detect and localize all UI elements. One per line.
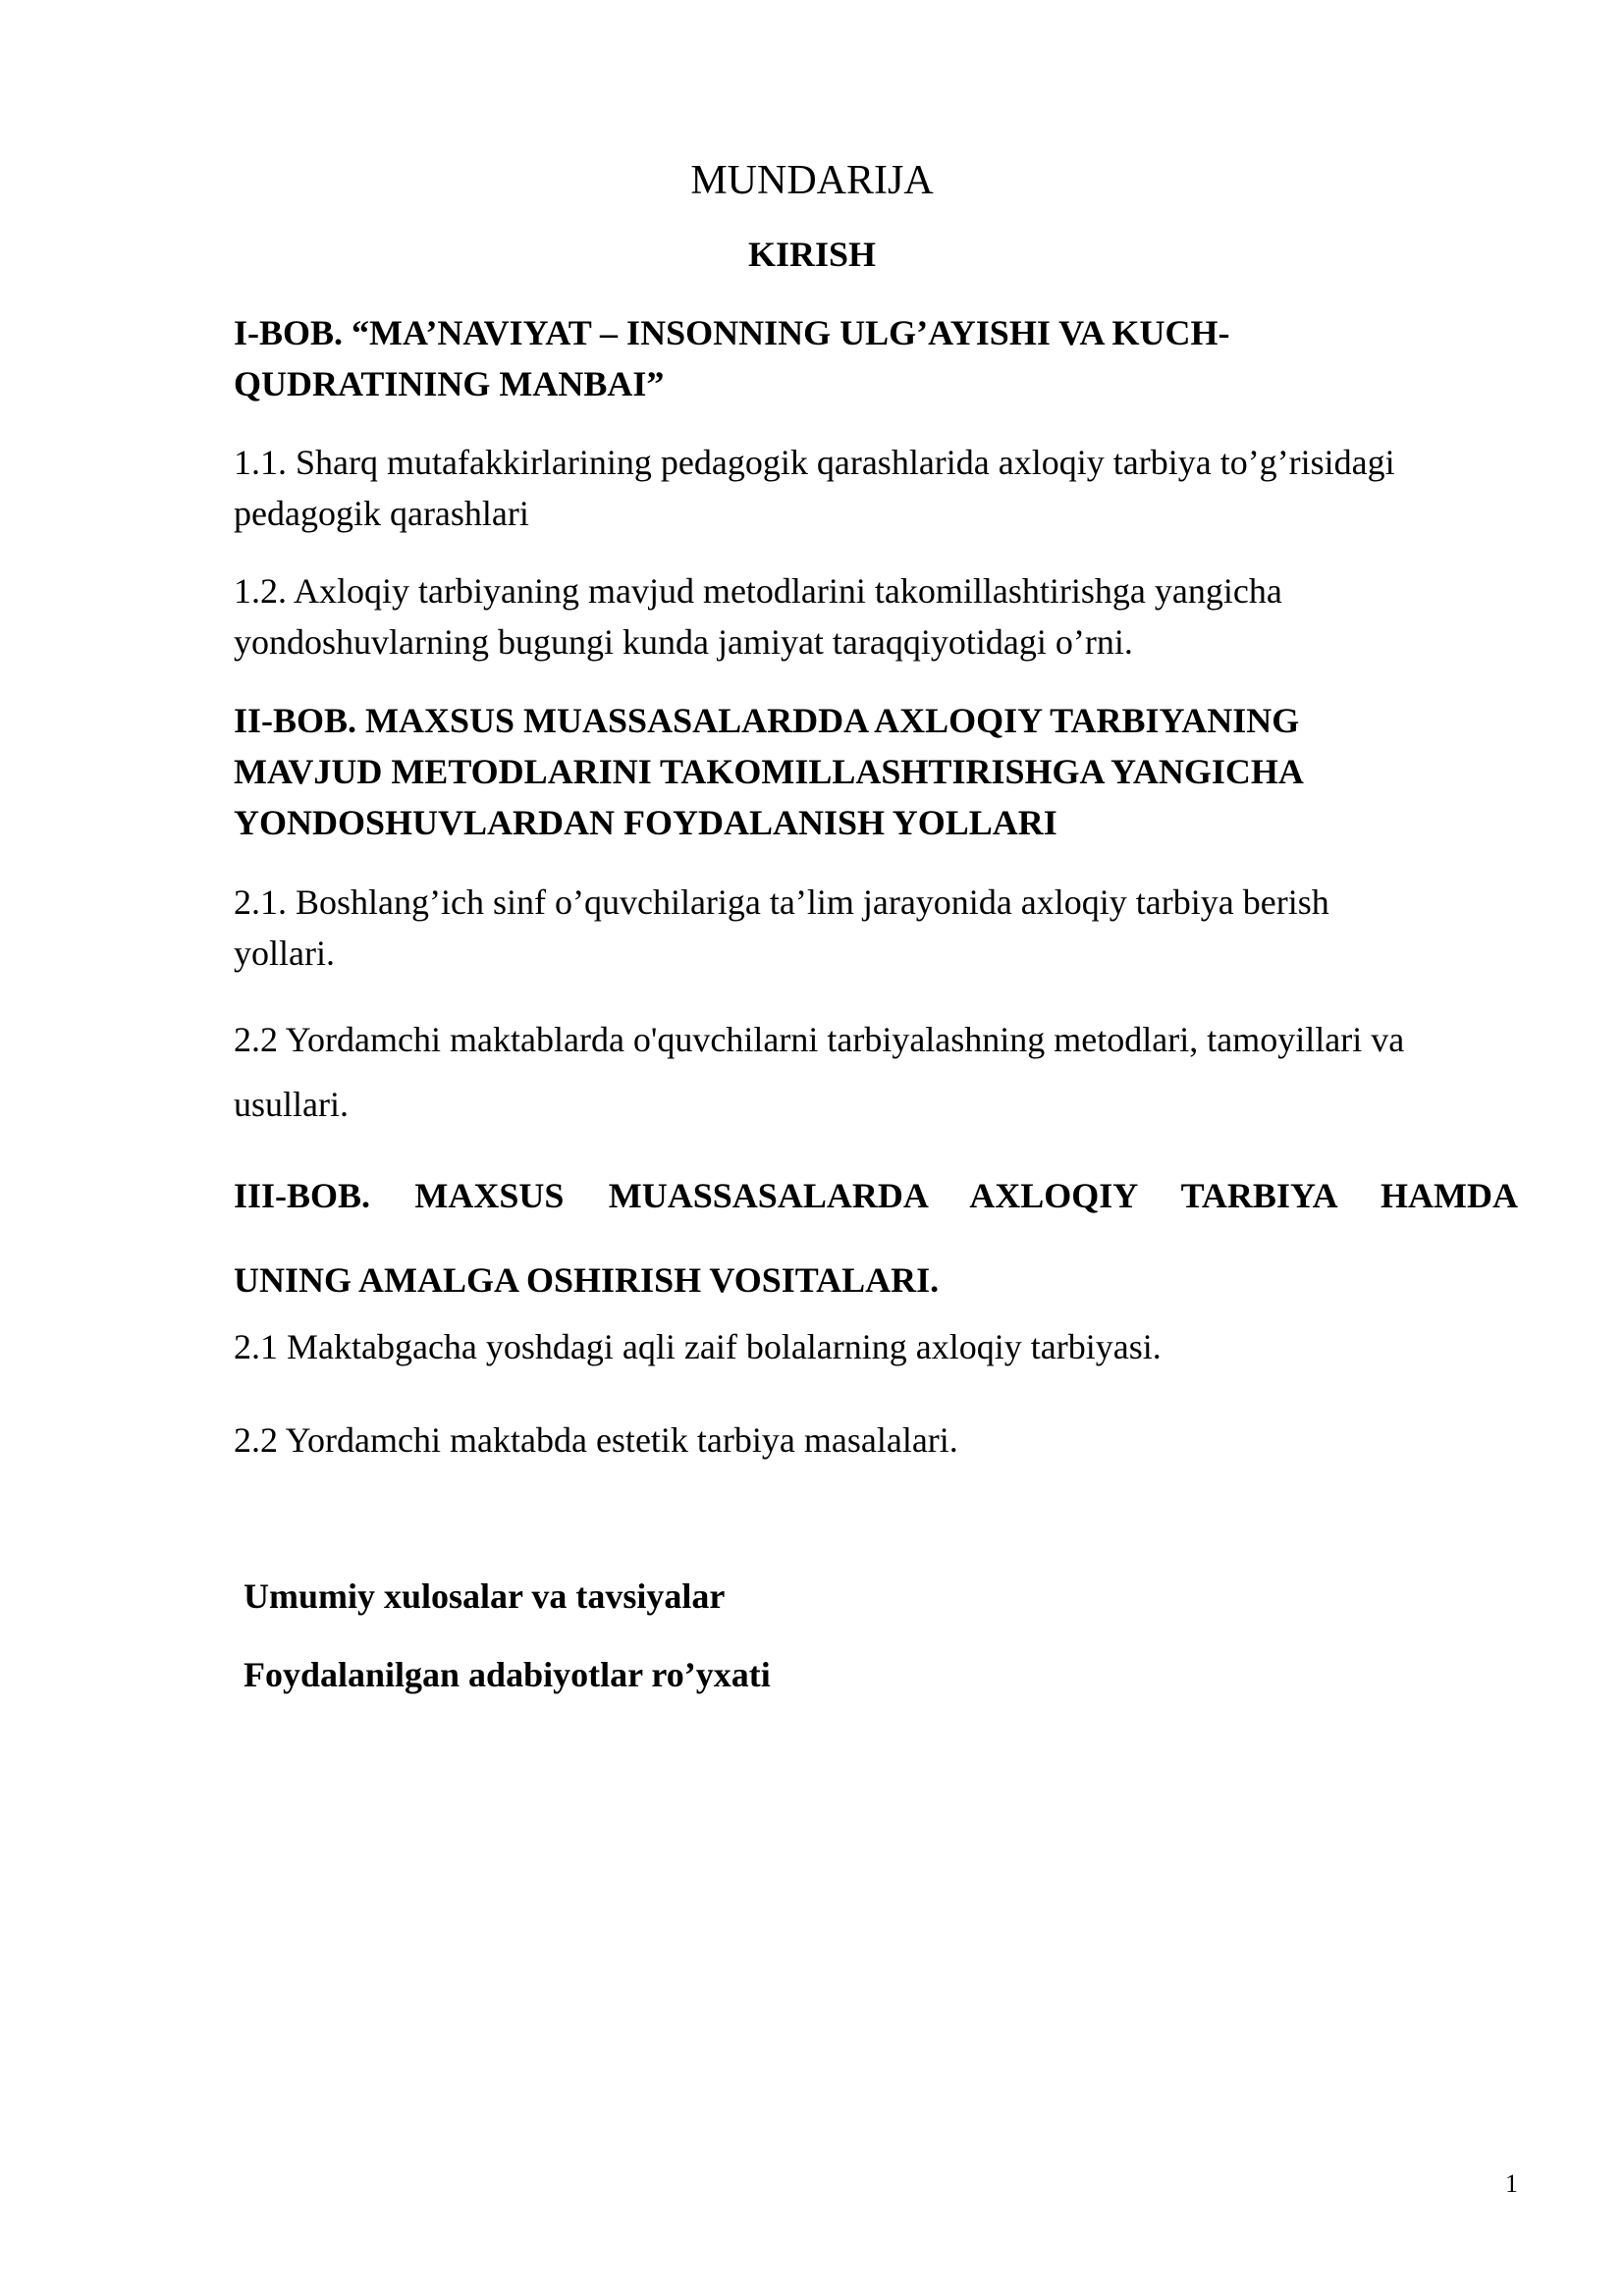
toc-item-1-1-line1: 1.1. Sharq mutafakkirlarining pedagogik qarashlarida axloqiy tarbiya to’g’risidagi	[234, 443, 1395, 482]
toc-item-1-1-line2: pedagogik qarashlari	[234, 494, 529, 533]
toc-item-2-1-line2: yollari.	[234, 934, 335, 973]
toc-conclusion: Umumiy xulosalar va tavsiyalar	[244, 1576, 726, 1616]
toc-item-2-1-line1: 2.1. Boshlang’ich sinf o’quvchilariga ta’lim jarayonida axloqiy tarbiya berish	[234, 882, 1329, 922]
toc-chapter1-heading-line2: QUDRATINING MANBAI”	[234, 364, 665, 403]
toc-item-3-1: 2.1 Maktabgacha yoshdagi aqli zaif bolalarning axloqiy tarbiyasi.	[234, 1327, 1162, 1366]
page-number: 1	[1505, 2169, 1518, 2198]
toc-intro: KIRISH	[747, 235, 877, 274]
toc-chapter1-heading	[234, 307, 1518, 409]
toc-chapter3-heading-line1: III-BOB. MAXSUS MUASSASALARDA AXLOQIY TARBIYA HAMDA	[234, 1176, 1518, 1215]
toc-chapter2-heading-line3: YONDOSHUVLARDAN FOYDALANISH YOLLARI	[234, 803, 1057, 842]
page-title: MUNDARIJA	[690, 158, 934, 203]
toc-chapter2-heading-line1: II-BOB. MAXSUS MUASSASALARDDA AXLOQIY TARBIYANING	[234, 701, 1300, 740]
toc-item-2-2	[234, 1007, 1518, 1137]
toc-item-1-2-line1: 1.2. Axloqiy tarbiyaning mavjud metodlarini takomillashtirishga yangicha	[234, 571, 1282, 611]
toc-item-3-2: 2.2 Yordamchi maktabda estetik tarbiya masalalari.	[234, 1420, 958, 1460]
toc-item-2-2-line2: usullari.	[234, 1085, 349, 1124]
toc-chapter2-heading	[234, 695, 1518, 848]
toc-item-1-1	[234, 437, 1518, 539]
toc-references: Foydalanilgan adabiyotlar ro’yxati	[244, 1655, 771, 1694]
toc-item-2-1	[234, 877, 1518, 979]
toc-chapter3-heading-line2: UNING AMALGA OSHIRISH VOSITALARI.	[234, 1260, 940, 1300]
toc-chapter1-heading-line1: I-BOB. “MA’NAVIYAT – INSONNING ULG’AYISHI VA KUCH-	[234, 313, 1230, 352]
toc-item-1-2	[234, 565, 1518, 667]
toc-chapter2-heading-line2: MAVJUD METODLARINI TAKOMILLASHTIRISHGA YANGICHA	[234, 752, 1304, 791]
toc-item-1-2-line2: yondoshuvlarning bugungi kunda jamiyat taraqqiyotidagi o’rni.	[234, 622, 1133, 662]
toc-item-2-2-line1: 2.2 Yordamchi maktablarda o'quvchilarni tarbiyalashning metodlari, tamoyillari va	[234, 1020, 1405, 1059]
toc-chapter3-heading	[234, 1153, 1518, 1322]
